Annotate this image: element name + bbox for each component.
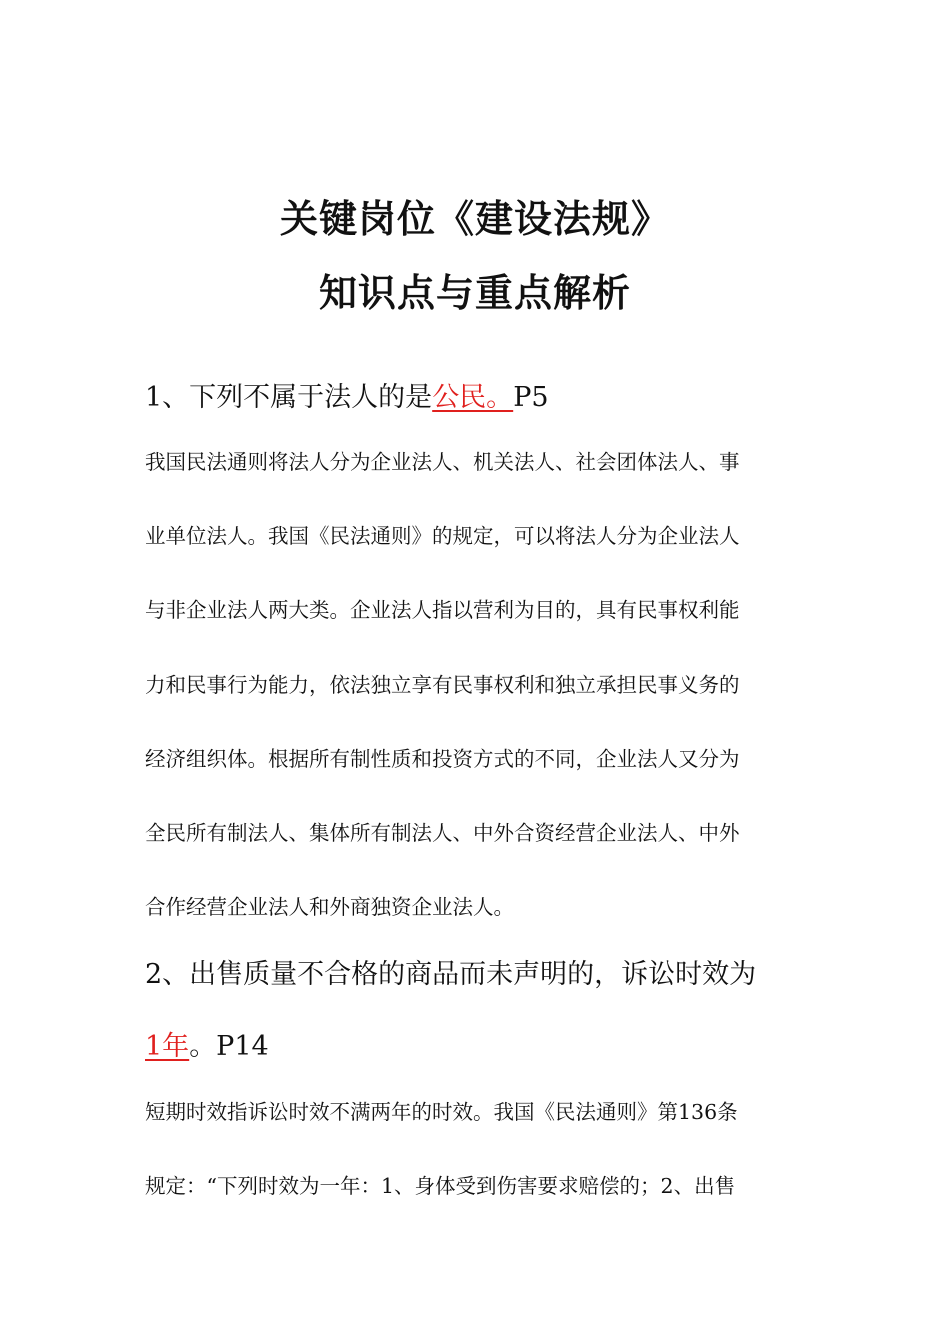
question-2-line-1: 2、出售质量不合格的商品而未声明的，诉讼时效为 (145, 959, 757, 990)
explanation-1-line-7: 合作经营企业法人和外商独资企业法人。 (145, 895, 514, 919)
question-1 (145, 378, 805, 418)
question-1-text: 1、下列不属于法人的是 (145, 382, 433, 413)
explanation-1-line-1: 我国民法通则将法人分为企业法人、机关法人、社会团体法人、事 (145, 450, 740, 474)
explanation-2-line-2: 规定：“下列时效为一年：1、身体受到伤害要求赔偿的；2、出售 (145, 1174, 736, 1198)
document-title-line1: 关键岗位《建设法规》 (279, 197, 670, 241)
explanation-1-line-3: 与非企业法人两大类。企业法人指以营利为目的，具有民事权利能 (145, 598, 740, 622)
explanation-1-line-5: 经济组织体。根据所有制性质和投资方式的不同，企业法人又分为 (145, 747, 740, 771)
question-2-page-ref: 。P14 (189, 1031, 269, 1062)
explanation-2-line-1: 短期时效指诉讼时效不满两年的时效。我国《民法通则》第136条 (145, 1100, 738, 1124)
question-1-page-ref: P5 (513, 382, 549, 413)
explanation-1-line-4: 力和民事行为能力，依法独立享有民事权利和独立承担民事义务的 (145, 673, 740, 697)
explanation-1-line-6: 全民所有制法人、集体所有制法人、中外合资经营企业法人、中外 (145, 821, 740, 845)
document-title-line2: 知识点与重点解析 (318, 271, 631, 315)
explanation-1-line-2: 业单位法人。我国《民法通则》的规定，可以将法人分为企业法人 (145, 524, 740, 548)
question-1-answer: 公民。 (432, 382, 514, 413)
question-2-line-2 (145, 1027, 805, 1067)
question-2-answer: 1年 (145, 1031, 190, 1062)
